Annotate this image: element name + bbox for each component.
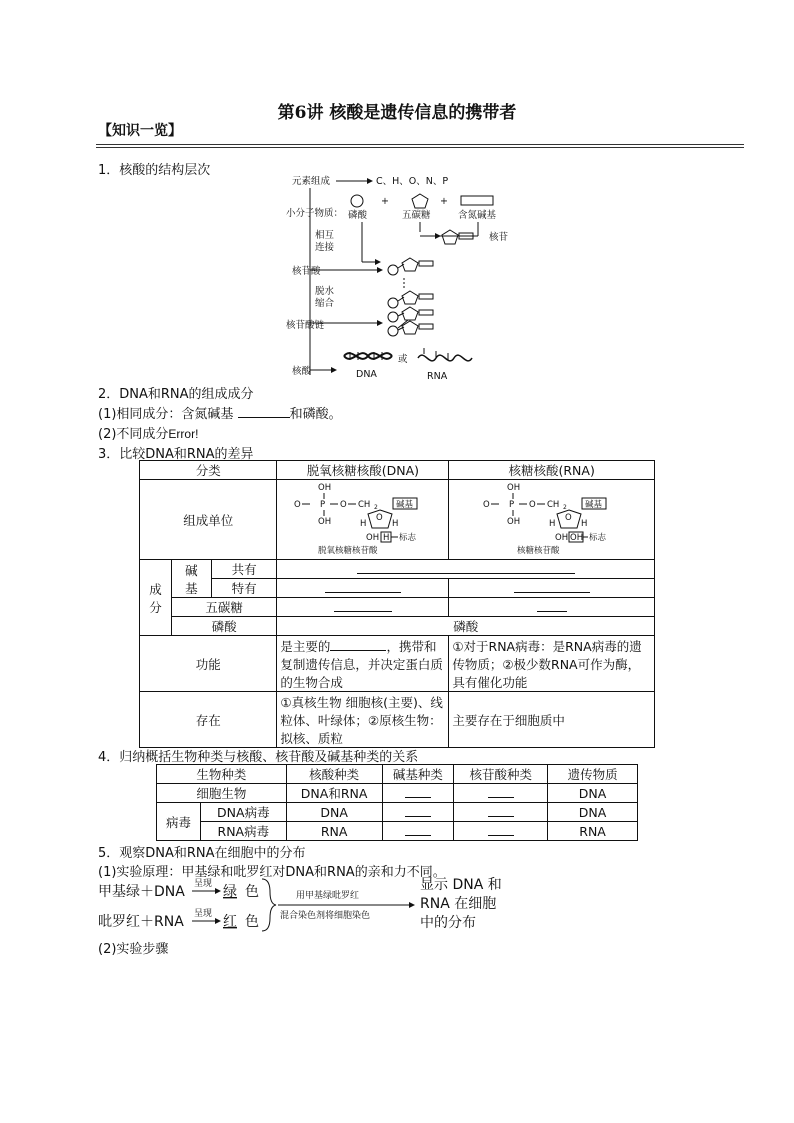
- row-label-composition: [140, 560, 172, 636]
- answer-blank: [405, 804, 431, 817]
- cell-base-blank: [382, 803, 454, 822]
- header-classification: 分类: [140, 461, 277, 480]
- base-rectangle-icon: [461, 196, 493, 205]
- struct-oh: OH: [317, 483, 331, 493]
- answer-blank: [488, 804, 514, 817]
- struct-o: O: [293, 500, 301, 510]
- cell-organism: DNA病毒: [200, 803, 286, 822]
- label-dehydration-2: 缩合: [315, 298, 335, 309]
- s2-heading: 2．DNA和RNA的组成成分: [98, 387, 254, 402]
- label-elements-composition: 元素组成: [292, 176, 331, 187]
- label-nucleotide-chain: 核苷酸链: [286, 320, 325, 331]
- s5-heading: 5．观察DNA和RNA在细胞中的分布: [98, 846, 306, 861]
- methyl-green-dna: 甲基绿＋DNA: [98, 884, 185, 900]
- label-elements: C、H、O、N、P: [376, 176, 449, 187]
- label-base: 含氮碱基: [458, 210, 497, 221]
- row-label-phosphate: 磷酸: [171, 617, 277, 636]
- color-suffix: 色: [245, 884, 259, 900]
- struct-o: O: [339, 500, 347, 510]
- row-label-function: 功能: [140, 636, 277, 692]
- answer-blank: [405, 823, 431, 836]
- struct-ring-o: O: [375, 513, 383, 523]
- cell-genetic-material: RNA: [548, 822, 638, 841]
- struct-oh: OH: [506, 517, 520, 527]
- rna-single-strand-icon: [418, 348, 472, 361]
- dna-pentose-answer: [277, 598, 449, 617]
- label-nucleic-acid: 核酸: [292, 366, 312, 377]
- common-base-answer: [277, 560, 655, 579]
- dna-function-cell: [277, 636, 449, 692]
- label-phosphate: 磷酸: [348, 210, 368, 221]
- dna-function-text: 是主要的: [280, 638, 331, 654]
- s1-heading: 1．核酸的结构层次: [98, 163, 211, 178]
- cell-nucleotide-blank: [454, 803, 548, 822]
- nucleotide-chain-icon: [388, 307, 433, 336]
- cell-nucleic-acid: DNA: [286, 803, 382, 822]
- color-green: 绿: [223, 884, 237, 900]
- answer-blank: [488, 785, 514, 798]
- error-text: Error!: [168, 427, 199, 441]
- struct-p: P: [508, 500, 514, 510]
- different-components-text: (2)不同成分: [98, 427, 169, 442]
- answer-blank: [334, 599, 392, 612]
- row-label-unit: 组成单位: [140, 480, 277, 560]
- label-nucleotide: 核苷酸: [292, 266, 321, 277]
- header-rna: 核糖核酸(RNA): [449, 461, 655, 480]
- color-red: 红: [223, 914, 237, 930]
- same-components-text-end: 和磷酸。: [289, 407, 342, 422]
- rna-unit-cell: [449, 480, 655, 560]
- label-cheng: 成: [149, 581, 162, 597]
- row-label-common: 共有: [211, 560, 277, 579]
- row-label-pentose: 五碳糖: [171, 598, 277, 617]
- answer-blank: [488, 823, 514, 836]
- label-connect-2: 连接: [315, 242, 335, 253]
- struct-ch2: CH: [546, 500, 559, 510]
- label-present: 呈现: [194, 879, 213, 889]
- rna-function-cell: ①对于RNA病毒：是RNA病毒的遗传物质；②极少数RNA可作为酶，具有催化功能: [449, 636, 655, 692]
- label-rna: RNA: [427, 371, 448, 382]
- cell-virus-label: 病毒: [157, 803, 201, 841]
- answer-blank: [357, 561, 575, 574]
- struct-ch2: CH: [357, 500, 371, 510]
- nucleic-acid-structure-diagram: [280, 170, 530, 385]
- label-or: 或: [398, 354, 408, 365]
- s2-line2: [98, 423, 198, 442]
- row-label-location: 存在: [140, 692, 277, 748]
- answer-blank: [330, 638, 386, 651]
- answer-blank: [514, 580, 590, 593]
- struct-ring-o: O: [564, 513, 572, 523]
- nucleotide-icon: [388, 258, 433, 275]
- row-label-specific: 特有: [211, 579, 277, 598]
- plus-sign: +: [440, 196, 448, 207]
- struct-marker-label: 标志: [398, 533, 416, 543]
- cell-nucleotide-blank: [454, 822, 548, 841]
- label-fen: 分: [149, 599, 162, 615]
- header-dna: 脱氧核糖核酸(DNA): [277, 461, 449, 480]
- label-pentose: 五碳糖: [402, 210, 431, 221]
- s5-steps: (2)实验步骤: [98, 942, 169, 957]
- struct-base: 碱基: [395, 500, 413, 510]
- row-label-base: [171, 560, 211, 598]
- plus-sign: +: [381, 196, 389, 207]
- struct-sub2: 2: [562, 504, 567, 511]
- staining-principle-diagram: [96, 874, 526, 936]
- s2-line1: [98, 403, 342, 422]
- label-nucleoside: 核苷: [489, 232, 509, 243]
- dna-function-text-end: ，携带和复制遗传信息，并决定蛋白质的生物合成: [280, 638, 443, 690]
- struct-oh-marker: OH: [569, 533, 583, 543]
- cell-nucleotide-blank: [454, 784, 548, 803]
- divider: [96, 147, 744, 148]
- s5-principle: (1)实验原理：甲基绿和吡罗红对DNA和RNA的亲和力不同。: [98, 865, 446, 880]
- struct-p: P: [319, 500, 325, 510]
- rna-specific-answer: [449, 579, 655, 598]
- header-genetic-material: 遗传物质: [548, 765, 638, 784]
- label-dna: DNA: [356, 369, 377, 380]
- struct-o: O: [482, 500, 490, 510]
- cell-organism: 细胞生物: [157, 784, 287, 803]
- label-jian: 碱: [185, 562, 198, 578]
- struct-h: H: [391, 519, 399, 529]
- color-suffix: 色: [245, 914, 259, 930]
- struct-oh: OH: [317, 517, 331, 527]
- rna-location-cell: 主要存在于细胞质中: [449, 692, 655, 748]
- pyronin-rna: 吡罗红＋RNA: [98, 914, 184, 930]
- dna-double-helix-icon: [344, 352, 392, 360]
- cell-base-blank: [382, 784, 454, 803]
- result-line-1: 显示 DNA 和: [420, 877, 502, 893]
- brace-icon: [262, 879, 276, 931]
- deoxyribonucleotide-structure-icon: [288, 480, 438, 556]
- arrow-label-bottom: 混合染色剂将细胞染色: [280, 911, 371, 921]
- dna-specific-answer: [277, 579, 449, 598]
- struct-oh: OH: [506, 483, 520, 493]
- cell-nucleic-acid: DNA和RNA: [286, 784, 382, 803]
- struct-oh: OH: [365, 533, 379, 543]
- divider: [96, 144, 744, 145]
- header-organism: 生物种类: [157, 765, 287, 784]
- phosphate-value: 磷酸: [277, 617, 655, 636]
- cell-base-blank: [382, 822, 454, 841]
- pentose-pentagon-icon: [412, 194, 428, 208]
- cell-genetic-material: DNA: [548, 784, 638, 803]
- struct-oh: OH: [554, 533, 568, 543]
- dna-unit-cell: [277, 480, 449, 560]
- header-base: 碱基种类: [382, 765, 454, 784]
- nucleoside-pentagon-icon: [442, 230, 458, 244]
- struct-o: O: [528, 500, 536, 510]
- struct-sub2: 2: [373, 504, 378, 511]
- ribonucleotide-structure-icon: [477, 480, 627, 556]
- label-connect-1: 相互: [315, 230, 335, 241]
- label-dehydration-1: 脱水: [315, 286, 335, 297]
- section-label: 【知识一览】: [98, 123, 182, 139]
- cell-organism: RNA病毒: [200, 822, 286, 841]
- header-nucleic-acid: 核酸种类: [286, 765, 382, 784]
- struct-h: H: [580, 519, 588, 529]
- struct-base: 碱基: [584, 500, 602, 510]
- answer-blank: [405, 785, 431, 798]
- result-line-2: RNA 在细胞: [420, 896, 497, 912]
- s3-heading: 3．比较DNA和RNA的差异: [98, 447, 254, 462]
- result-line-3: 中的分布: [420, 915, 476, 931]
- answer-blank: [325, 580, 401, 593]
- struct-h: H: [548, 519, 556, 529]
- label-present: 呈现: [194, 909, 213, 919]
- organism-nucleic-acid-table: [156, 764, 638, 841]
- s4-heading: 4．归纳概括生物种类与核酸、核苷酸及碱基种类的关系: [98, 750, 419, 765]
- cell-genetic-material: DNA: [548, 803, 638, 822]
- dna-unit-label: 脱氧核糖核苷酸: [317, 546, 378, 556]
- struct-marker-label: 标志: [588, 533, 606, 543]
- arrow-label-top: 用甲基绿吡罗红: [296, 891, 360, 901]
- same-components-text: (1)相同成分：含氮碱基: [98, 407, 238, 422]
- answer-blank: [537, 599, 567, 612]
- cell-nucleic-acid: RNA: [286, 822, 382, 841]
- struct-h-marker: H: [382, 533, 390, 543]
- phosphate-circle-icon: [351, 195, 363, 207]
- rna-unit-label: 核糖核苷酸: [516, 546, 560, 556]
- label-small-molecules: 小分子物质：: [286, 208, 344, 219]
- page-title: 第6讲 核酸是遗传信息的携带者: [277, 103, 517, 123]
- nucleotide-icon: [388, 291, 433, 308]
- dna-location-cell: ①真核生物 细胞核(主要)、线粒体、叶绿体；②原核生物：拟核、质粒: [277, 692, 449, 748]
- label-ji: 基: [185, 580, 198, 596]
- dna-rna-comparison-table: [139, 460, 655, 748]
- struct-h: H: [359, 519, 367, 529]
- header-nucleotide: 核苷酸种类: [454, 765, 548, 784]
- rna-pentose-answer: [449, 598, 655, 617]
- answer-blank: [238, 405, 290, 418]
